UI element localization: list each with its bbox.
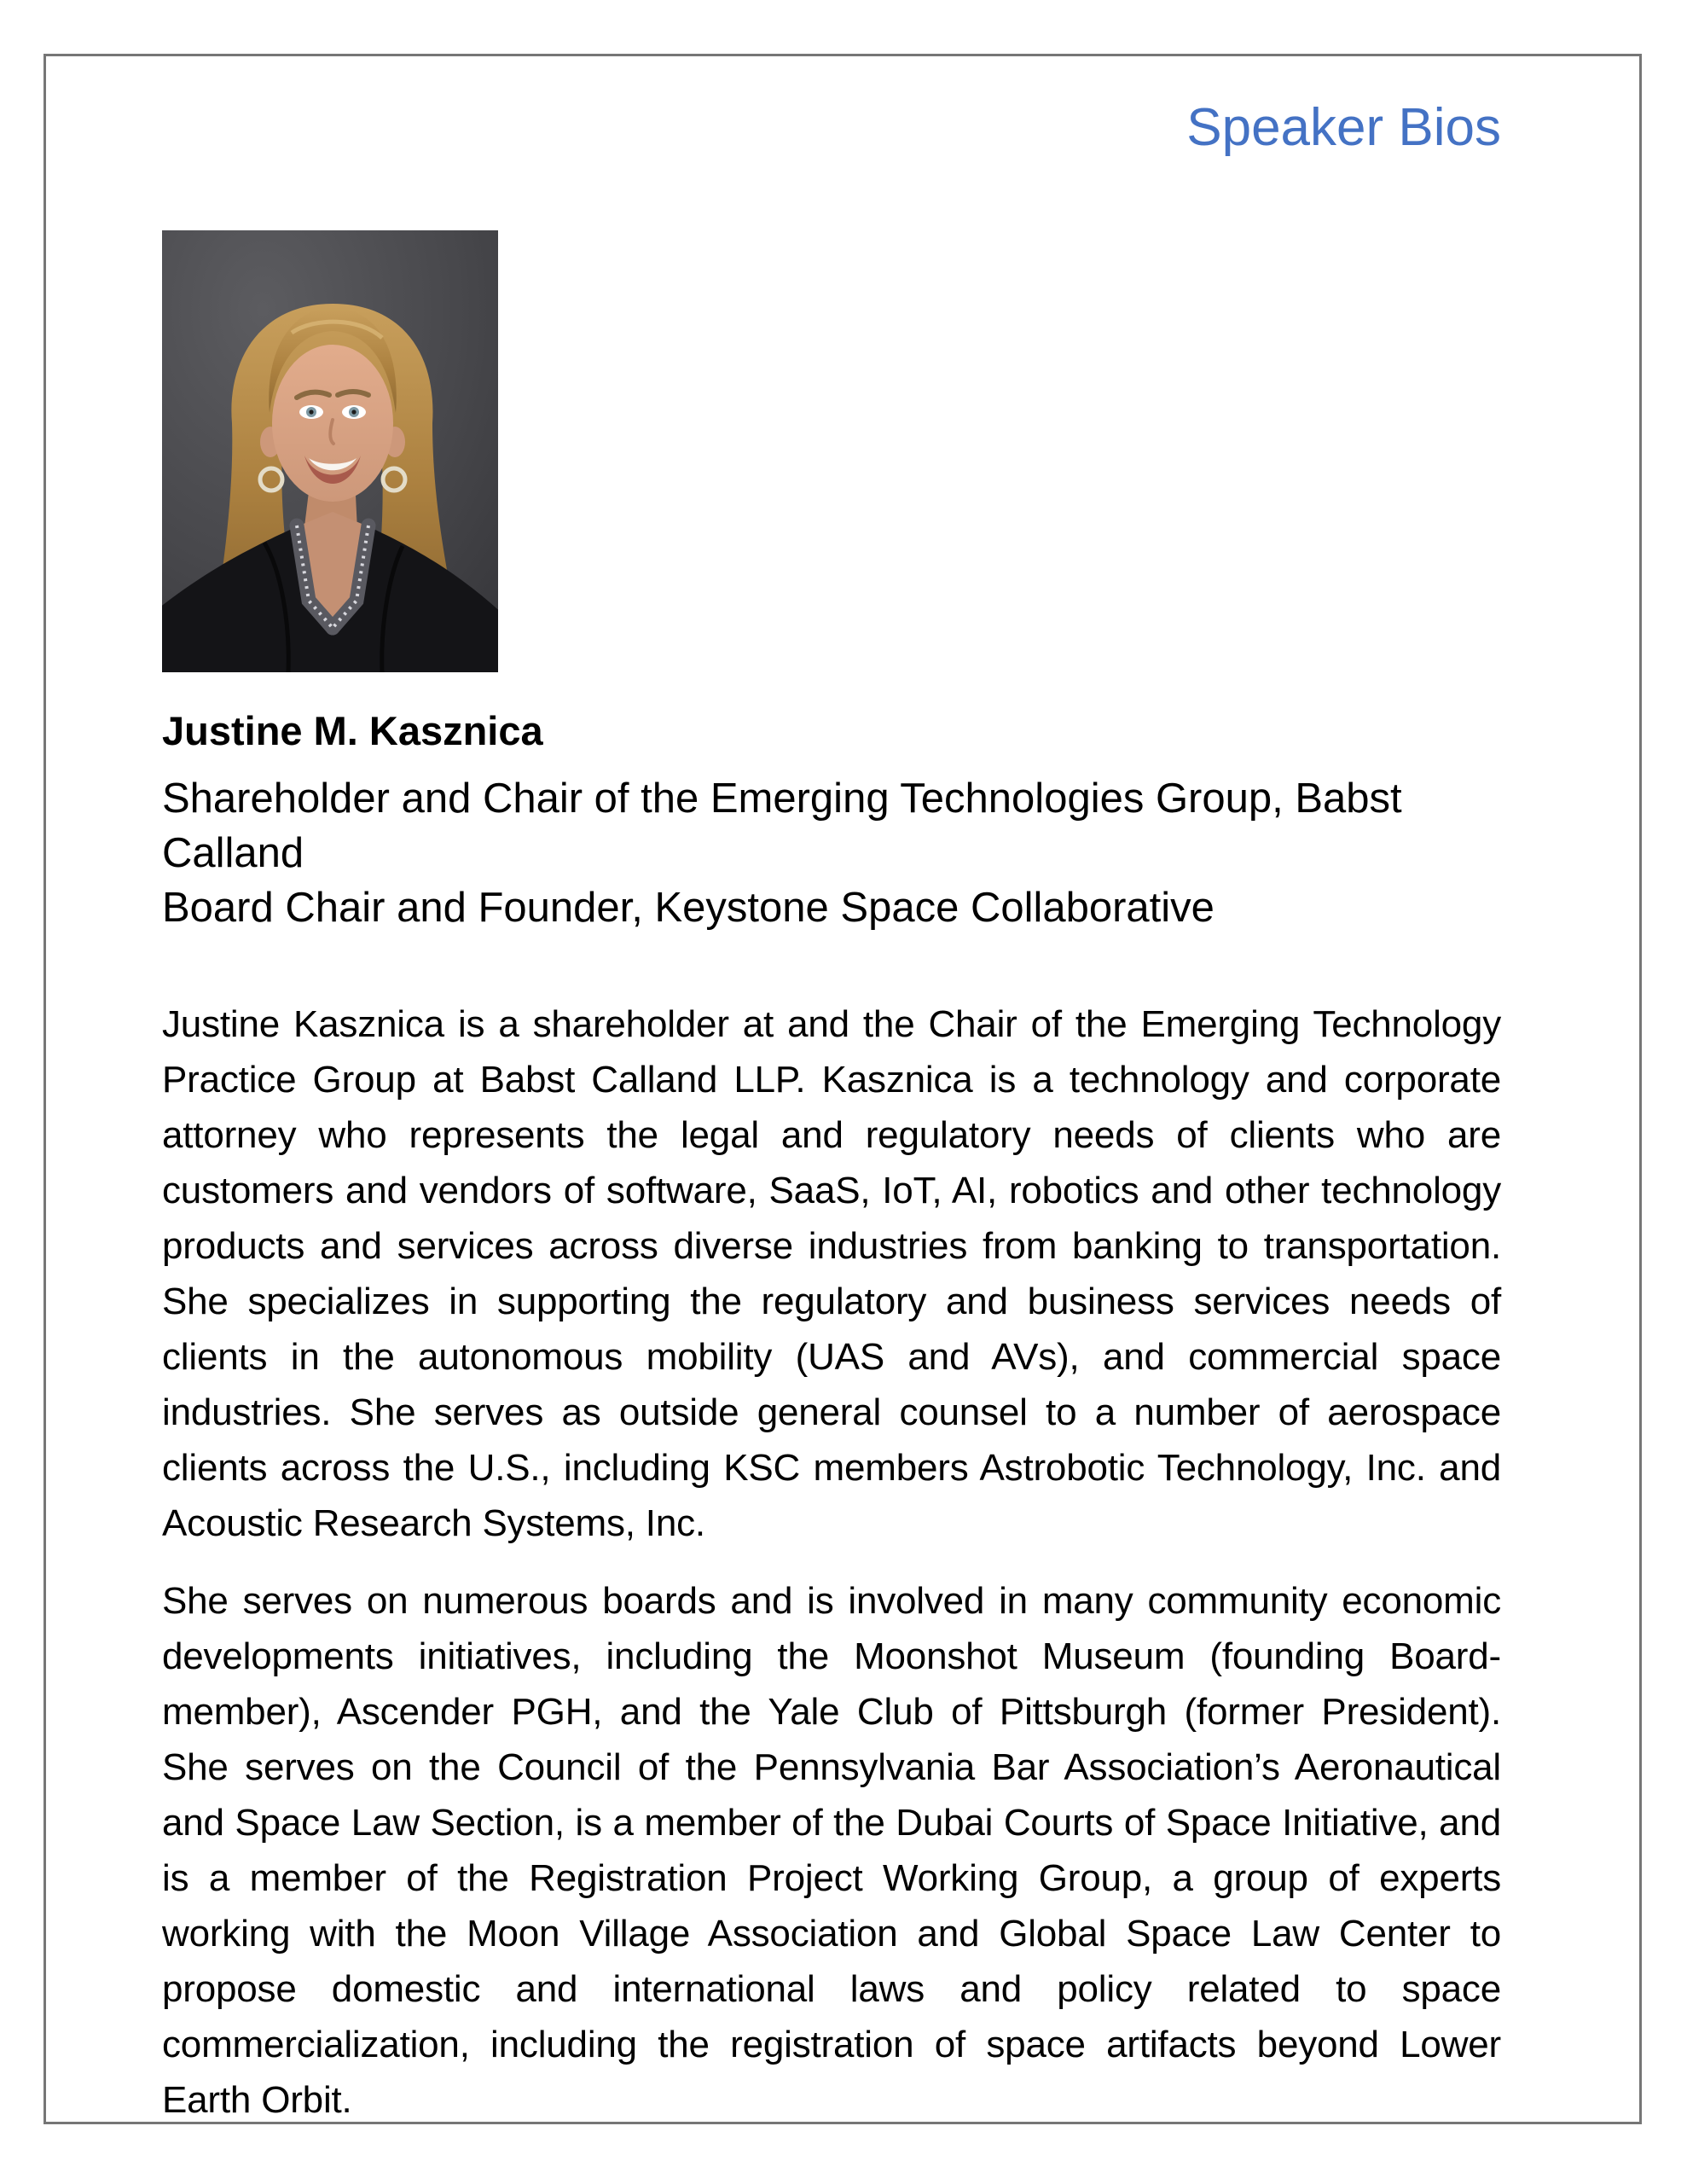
speaker-photo bbox=[162, 230, 498, 672]
speaker-title-line-2: Board Chair and Founder, Keystone Space Collaborative bbox=[162, 885, 1215, 931]
speaker-bio bbox=[162, 996, 1501, 2128]
bio-paragraph-2: She serves on numerous boards and is involved in many community economic developments initiatives, including the Moonshot Museum (founding Board-member), Ascender PGH, and the Yale Club of Pittsburgh (former President). She serves on the Council of the Pennsylvania Bar Association’s Aeronautical and Space Law Section, is a member of the Dubai Courts of Space Initiative, and is a member of the Registration Project Working Group, a group of experts working with the Moon Village Association and Global Space Law Center to propose domestic and international laws and policy related to space commercialization, including the registration of space artifacts beyond Lower Earth Orbit. bbox=[162, 1580, 1501, 2121]
page-content bbox=[162, 0, 1501, 2128]
portrait-illustration bbox=[162, 230, 498, 672]
speaker-name: Justine M. Kasznica bbox=[162, 708, 543, 753]
speaker-title-line-1: Shareholder and Chair of the Emerging Technologies Group, Babst Calland bbox=[162, 775, 1402, 876]
speaker-titles bbox=[162, 771, 1501, 935]
page-title: Speaker Bios bbox=[1186, 98, 1501, 157]
bio-paragraph-1: Justine Kasznica is a shareholder at and the Chair of the Emerging Technology Practice Group at Babst Calland LLP. Kasznica is a technology and corporate attorney who represents the legal and regulatory needs of clients who are customers and vendors of software, SaaS, IoT, AI, robotics and other technology products and services across diverse industries from banking to transportation. She specializes in supporting the regulatory and business services needs of clients in the autonomous mobility (UAS and AVs), and commercial space industries. She serves as outside general counsel to a number of aerospace clients across the U.S., including KSC members Astrobotic Technology, Inc. and Acoustic Research Systems, Inc. bbox=[162, 1003, 1501, 1544]
